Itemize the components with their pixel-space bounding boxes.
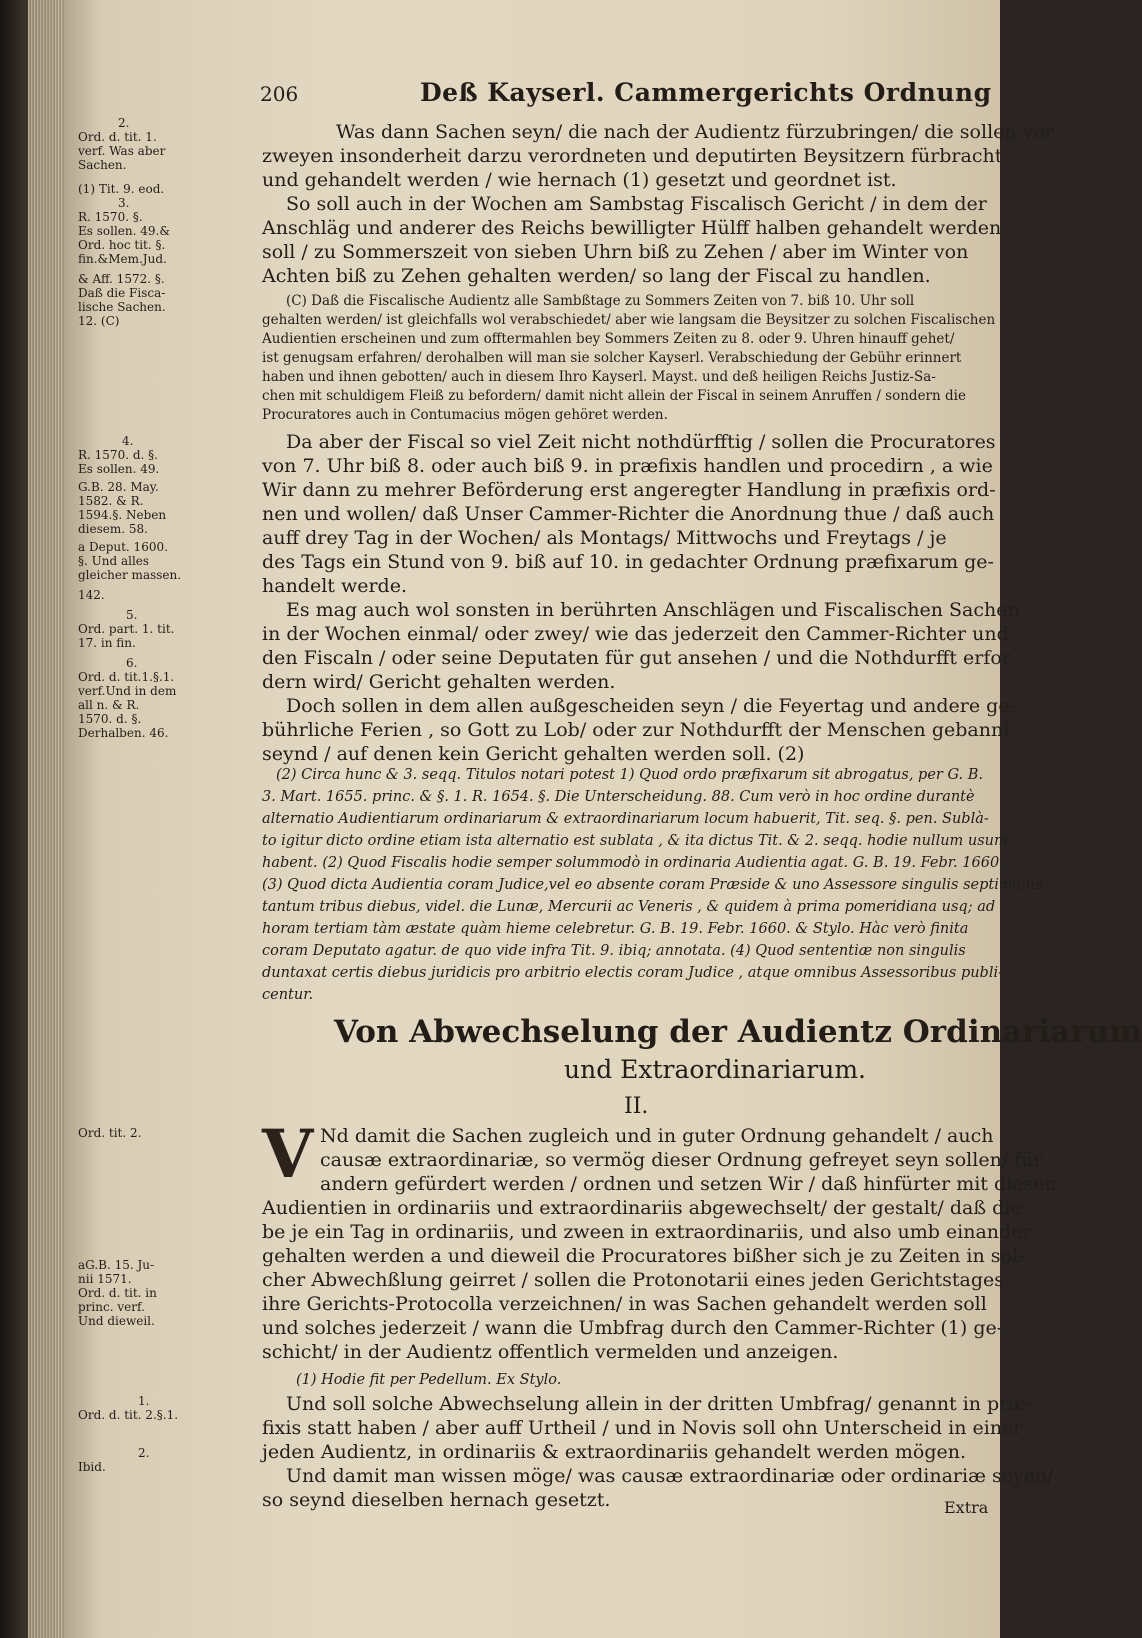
note-c (262, 292, 998, 425)
margin-note: 3. (118, 196, 130, 210)
note-line: habent. (2) Quod Fiscalis hodie semper solummodò in ordinaria Audientia agat. G. B. 19. Febr. 1660. (262, 855, 1004, 871)
text-line: auff drey Tag in der Wochen/ als Montags/ Mittwochs und Freytags / je (262, 527, 947, 549)
text-line: Doch sollen in dem allen außgescheiden seyn / die Feyertag und andere ge- (286, 695, 1016, 717)
text-line: nen und wollen/ daß Unser Cammer-Richter die Anordnung thue / daß auch (262, 503, 995, 525)
margin-note: gleicher massen. (78, 568, 182, 582)
margin-note: 5. (126, 608, 138, 622)
paragraph-1 (262, 120, 1054, 192)
page-number: 206 (260, 82, 299, 106)
text-line: Anschläg und anderer des Reichs bewilligter Hülff halben gehandelt werden (262, 217, 1002, 239)
note-line: (2) Circa hunc & 3. seqq. Titulos notari potest 1) Quod ordo præfixarum sit abrogatus, per G. B. (276, 767, 983, 783)
margin-note: 2. (118, 116, 130, 130)
margin-note: 1594.§. Neben (78, 508, 167, 522)
text-line: fixis statt haben / aber auff Urtheil / und in Novis soll ohn Unterscheid in einer (262, 1417, 1023, 1439)
margin-note: nii 1571. (78, 1272, 132, 1286)
paragraph-2 (262, 192, 1002, 288)
text-line: be je ein Tag in ordinariis, und zween in extraordinariis, und also umb einander (262, 1221, 1032, 1243)
note-line: to igitur dicto ordine etiam ista alternatio est sublata , & ita dictus Tit. & 2. seqq. hodie nullum usum (262, 833, 1008, 849)
text-line: cher Abwechßlung geirret / sollen die Protonotarii eines jeden Gerichtstages (262, 1269, 1005, 1291)
margin-notes-top (78, 116, 198, 328)
paragraph-8 (262, 1464, 1054, 1512)
margin-note: all n. & R. (78, 698, 140, 712)
margin-note: Ord. hoc tit. §. (78, 238, 166, 252)
paragraph-4 (262, 598, 1020, 694)
catchword: Extra (944, 1498, 989, 1517)
margin-note: aG.B. 15. Ju- (78, 1258, 155, 1272)
text-line: gehalten werden a und dieweil die Procuratores bißher sich je zu Zeiten in sol- (262, 1245, 1025, 1267)
margin-note: lische Sachen. (78, 300, 166, 314)
margin-note: R. 1570. d. §. (78, 448, 158, 462)
margin-note: Ord. d. tit. 1. (78, 130, 157, 144)
margin-note: Ibid. (78, 1460, 106, 1474)
section-heading-line2: und Extraordinariarum. (564, 1055, 866, 1084)
paragraph-5 (262, 694, 1016, 766)
note-line: gehalten werden/ ist gleichfalls wol verabschiedet/ aber wie langsam die Beysitzer zu solchen Fiscalischen (262, 312, 996, 328)
margin-note: Ord. d. tit.1.§.1. (78, 670, 175, 684)
text-line: Was dann Sachen seyn/ die nach der Audientz fürzubringen/ die sollen vor (336, 121, 1054, 143)
margin-note: 1582. & R. (78, 494, 144, 508)
book-page (64, 0, 1142, 1638)
margin-note: 4. (122, 434, 134, 448)
note-line: (C) Daß die Fiscalische Audientz alle Sambßtage zu Sommers Zeiten von 7. biß 10. Uhr soll (286, 293, 915, 309)
margin-note: Sachen. (78, 158, 127, 172)
margin-note: 17. in fin. (78, 636, 136, 650)
note-line: (1) Hodie fit per Pedellum. Ex Stylo. (296, 1372, 562, 1388)
text-line: und gehandelt werden / wie hernach (1) gesetzt und geordnet ist. (262, 169, 897, 191)
margin-note: & Aff. 1572. §. (78, 272, 165, 286)
margin-note: 1570. d. §. (78, 712, 142, 726)
text-line: soll / zu Sommerszeit von sieben Uhrn biß zu Zehen / aber im Winter von (262, 241, 969, 263)
margin-note: 6. (126, 656, 138, 670)
text-line: so seynd dieselben hernach gesetzt. (262, 1489, 611, 1511)
margin-note: verf. Was aber (78, 144, 166, 158)
margin-notes-bottom (78, 1126, 198, 1474)
margin-note: Ord. tit. 2. (78, 1126, 142, 1140)
book-spine (0, 0, 64, 1638)
margin-note: Und dieweil. (78, 1314, 155, 1328)
margin-note: verf.Und in dem (78, 684, 177, 698)
text-line: seynd / auf denen kein Gericht gehalten werden soll. (2) (262, 743, 805, 765)
note-line: Audientien erscheinen und zum offtermahlen bey Sommers Zeiten zu 8. oder 9. Uhren hinauff gehet/ (262, 331, 955, 347)
text-line: handelt werde. (262, 575, 407, 597)
text-line: Da aber der Fiscal so viel Zeit nicht nothdürfftig / sollen die Procuratores (286, 431, 996, 453)
margin-note: 2. (138, 1446, 150, 1460)
note-line: tantum tribus diebus, videl. die Lunæ, Mercurii ac Veneris , & quidem à prima pomeridiana usq; ad (262, 899, 996, 915)
note-line: centur. (262, 987, 314, 1003)
note-line: alternatio Audientiarum ordinariarum & extraordinariarum locum habuerit, Tit. seq. §. pen. Sublà- (262, 811, 989, 827)
margin-note: §. Und alles (78, 554, 150, 568)
text-line: den Fiscaln / oder seine Deputaten für gut ansehen / und die Nothdurfft erfor- (262, 647, 1018, 669)
margin-note: a Deput. 1600. (78, 540, 168, 554)
text-line: jeden Audientz, in ordinariis & extraordinariis gehandelt werden mögen. (262, 1441, 967, 1463)
text-line: Wir dann zu mehrer Beförderung erst angeregter Handlung in præfixis ord- (262, 479, 996, 501)
note-line: haben und ihnen gebotten/ auch in diesem Ihro Kayserl. Mayst. und deß heiligen Reichs Justiz-Sa- (262, 369, 936, 385)
text-line: schicht/ in der Audientz offentlich vermelden und anzeigen. (262, 1341, 839, 1363)
note-line: Procuratores auch in Contumacius mögen gehöret werden. (262, 407, 668, 423)
text-line: Achten biß zu Zehen gehalten werden/ so lang der Fiscal zu handlen. (262, 265, 931, 287)
drop-cap: V (262, 1115, 314, 1193)
margin-note: R. 1570. §. (78, 210, 143, 224)
paragraph-7 (262, 1392, 1033, 1464)
note-line: chen mit schuldigem Fleiß zu befordern/ damit nicht allein der Fiscal in seinem Anruffen / sondern die (262, 388, 966, 404)
text-line: zweyen insonderheit darzu verordneten und deputirten Beysitzern fürbracht (262, 145, 1003, 167)
note-line: (3) Quod dicta Audientia coram Judice,vel eo absente coram Præside & uno Assessore singulis septimanis (262, 877, 1043, 893)
margin-notes-mid (78, 434, 198, 740)
note-1 (262, 1370, 998, 1390)
text-line: Es mag auch wol sonsten in berührten Anschlägen und Fiscalischen Sachen (286, 599, 1020, 621)
note-line: ist genugsam erfahren/ derohalben will man sie solcher Kayserl. Verabschiedung der Gebühr erinnert (262, 350, 962, 366)
page-header (64, 78, 1000, 118)
section-number: II. (624, 1094, 649, 1119)
section-heading-line1: Von Abwechselung der Audientz Ordinariarum (334, 1014, 1142, 1050)
text-line: in der Wochen einmal/ oder zwey/ wie das jederzeit den Cammer-Richter und (262, 623, 1009, 645)
text-line: des Tags ein Stund von 9. biß auf 10. in gedachter Ordnung præfixarum ge- (262, 551, 994, 573)
margin-note: Derhalben. 46. (78, 726, 169, 740)
margin-note: Ord. d. tit. in (78, 1286, 157, 1300)
margin-note: G.B. 28. May. (78, 480, 159, 494)
text-line: causæ extraordinariæ, so vermög dieser Ordnung gefreyet seyn sollen/ für (320, 1149, 1043, 1171)
margin-note: fin.&Mem.Jud. (78, 252, 167, 266)
note-line: 3. Mart. 1655. princ. & §. 1. R. 1654. §. Die Unterscheidung. 88. Cum verò in hoc ordine durantè (262, 789, 975, 805)
margin-note: 1. (138, 1394, 150, 1408)
text-line: andern gefürdert werden / ordnen und setzen Wir / daß hinfürter mit diesen (320, 1173, 1057, 1195)
text-line: Und damit man wissen möge/ was causæ extraordinariæ oder ordinariæ seyen/ (286, 1465, 1054, 1487)
margin-note: Es sollen. 49.& (78, 224, 171, 238)
note-line: duntaxat certis diebus juridicis pro arbitrio electis coram Judice , atque omnibus Assessoribus publi- (262, 965, 1004, 981)
note-2 (262, 764, 1043, 1006)
text-line: von 7. Uhr biß 8. oder auch biß 9. in præfixis handlen und procedirn , a wie (262, 455, 993, 477)
text-line: dern wird/ Gericht gehalten werden. (262, 671, 616, 693)
paragraph-3 (262, 430, 998, 598)
section-heading (334, 1012, 1142, 1088)
text-line: Audientien in ordinariis und extraordinariis abgewechselt/ der gestalt/ daß die (262, 1197, 1022, 1219)
note-line: coram Deputato agatur. de quo vide infra Tit. 9. ibiq; annotata. (4) Quod sententiæ non singulis (262, 943, 966, 959)
note-line: horam tertiam tàm æstate quàm hieme celebretur. G. B. 19. Febr. 1660. & Stylo. Hàc verò finita (262, 921, 969, 937)
margin-note: Es sollen. 49. (78, 462, 160, 476)
paragraph-6 (262, 1124, 1057, 1364)
page-edges (28, 0, 64, 1638)
text-line: ihre Gerichts-Protocolla verzeichnen/ in was Sachen gehandelt werden soll (262, 1293, 987, 1315)
margin-note: Ord. part. 1. tit. (78, 622, 175, 636)
text-line: So soll auch in der Wochen am Sambstag Fiscalisch Gericht / in dem der (286, 193, 987, 215)
margin-note: Ord. d. tit. 2.§.1. (78, 1408, 179, 1422)
margin-note: princ. verf. (78, 1300, 145, 1314)
text-line: bührliche Ferien , so Gott zu Lob/ oder zur Nothdurfft der Menschen gebanni (262, 719, 1010, 741)
text-line: Nd damit die Sachen zugleich und in guter Ordnung gehandelt / auch (320, 1125, 994, 1147)
margin-note: Daß die Fisca- (78, 286, 166, 300)
margin-note: diesem. 58. (78, 522, 148, 536)
running-title: Deß Kayserl. Cammergerichts Ordnung (420, 78, 992, 107)
margin-note: (1) Tit. 9. eod. (78, 182, 165, 196)
margin-note: 12. (C) (78, 314, 120, 328)
margin-note: 142. (78, 588, 105, 602)
text-line: und solches jederzeit / wann die Umbfrag durch den Cammer-Richter (1) ge- (262, 1317, 1004, 1339)
text-line: Und soll solche Abwechselung allein in der dritten Umbfrag/ genannt in præ- (286, 1393, 1033, 1415)
